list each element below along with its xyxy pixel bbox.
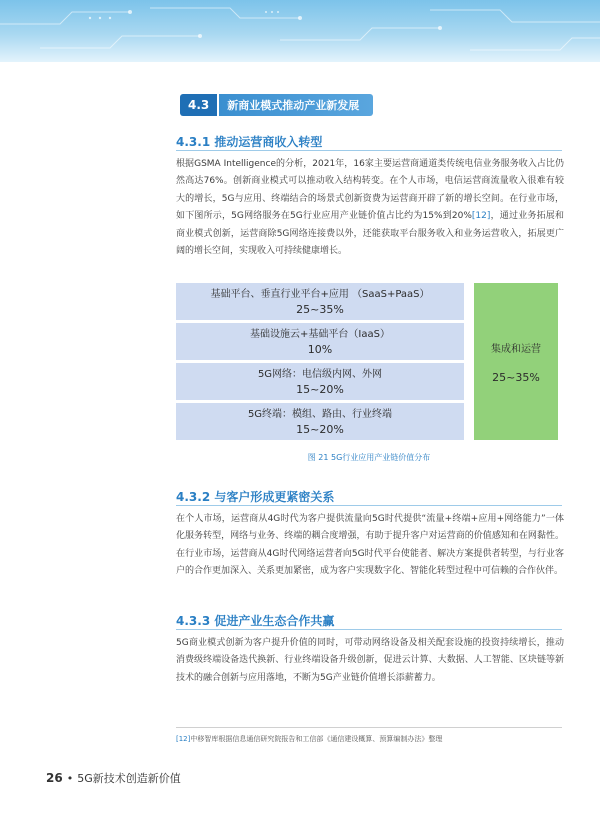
chart-side-label: 集成和运营 xyxy=(491,343,541,355)
header-decoration xyxy=(0,0,600,62)
subsection-heading-2: 4.3.2 与客户形成更紧密关系 xyxy=(176,490,335,504)
circuit-pattern-icon xyxy=(0,0,600,62)
footer-separator: • xyxy=(66,772,74,785)
chart-row-value: 10% xyxy=(307,342,333,356)
divider xyxy=(176,629,562,630)
subsection-heading-3: 4.3.3 促进产业生态合作共赢 xyxy=(176,614,335,628)
page-footer xyxy=(46,770,181,786)
divider xyxy=(176,150,562,151)
footnote xyxy=(176,734,442,744)
page-number: 26 xyxy=(46,771,63,785)
paragraph-1-text: 根据GSMA Intelligence的分析，2021年，16家主要运营商通道类传统电信业务服务收入占比仍然高达76%。创新商业模式可以推动收入结构转变。在个人市场，电信运营商流量收入很难有较大的增长，5G与应用、终端结合的场景式创新资费为运营商开辟了新的增长空间。在行业市场，如下图所示，5G网络服务在5G行业应用产业链价值占比约为15%到20% xyxy=(176,159,564,222)
chart-row xyxy=(176,323,464,360)
chart-row xyxy=(176,283,464,320)
paragraph-1 xyxy=(176,156,564,260)
chart-row-label: 5G网络：电信级内网、外网 xyxy=(257,368,383,380)
chart-row xyxy=(176,403,464,440)
chart-row xyxy=(176,363,464,400)
chart-side-value: 25~35% xyxy=(492,370,540,384)
footnote-ref: [12] xyxy=(176,735,191,743)
chart-row-value: 25~35% xyxy=(296,302,344,316)
figure-caption: 图 21 5G行业应用产业链价值分布 xyxy=(307,453,431,462)
subsection-heading-1: 4.3.1 推动运营商收入转型 xyxy=(176,135,323,149)
chart-side-box xyxy=(474,283,558,440)
paragraph-2: 在个人市场，运营商从4G时代为客户提供流量向5G时代提供“流量+终端+应用+网络能力”一体化服务转型，网络与业务、终端的耦合度增强，有助于提升客户对运营商的价值感知和在网黏性。在行业市场，运营商从4G时代网络运营者向5G时代平台使能者、解决方案提供者转型，与行业客户的合作更加深入、关系更加紧密，成为客户实现数字化、智能化转型过程中可信赖的合作伙伴。 xyxy=(176,514,564,577)
chart-row-value: 15~20% xyxy=(296,382,344,396)
chart-row-label: 5G终端：模组、路由、行业终端 xyxy=(247,408,393,420)
chart-row-value: 15~20% xyxy=(296,422,344,436)
footer-title: 5G新技术创造新价值 xyxy=(77,772,181,785)
footnote-divider xyxy=(176,727,562,728)
paragraph-3: 5G商业模式创新为客户提升价值的同时，可带动网络设备及相关配套设施的投资持续增长，推动消费级终端设备迭代换新、行业终端设备升级创新，促进云计算、大数据、人工智能、区块链等新技术的融合创新与应用落地，不断为5G产业链价值增长添薪蓄力。 xyxy=(176,638,564,683)
section-title: 新商业模式推动产业新发展 xyxy=(217,94,373,116)
footnote-text: 中移智库根据信息通信研究院报告和工信部《通信建设概算、预算编制办法》整理 xyxy=(190,735,443,743)
divider xyxy=(176,505,562,506)
paragraph-1-text-cont: ，通过业务拓展和商业模式创新，运营商除5G网络连接费以外，还能获取平台服务收入和业务运营收入，拓展更广阔的增长空间，实现收入可持续健康增长。 xyxy=(176,211,564,257)
citation-ref[interactable]: [12] xyxy=(471,211,491,222)
section-header xyxy=(180,94,373,116)
chart-row-label: 基础平台、垂直行业平台+应用 （SaaS+PaaS） xyxy=(210,288,430,300)
section-number: 4.3 xyxy=(180,94,217,116)
chart-row-label: 基础设施云+基础平台（IaaS） xyxy=(250,328,390,340)
